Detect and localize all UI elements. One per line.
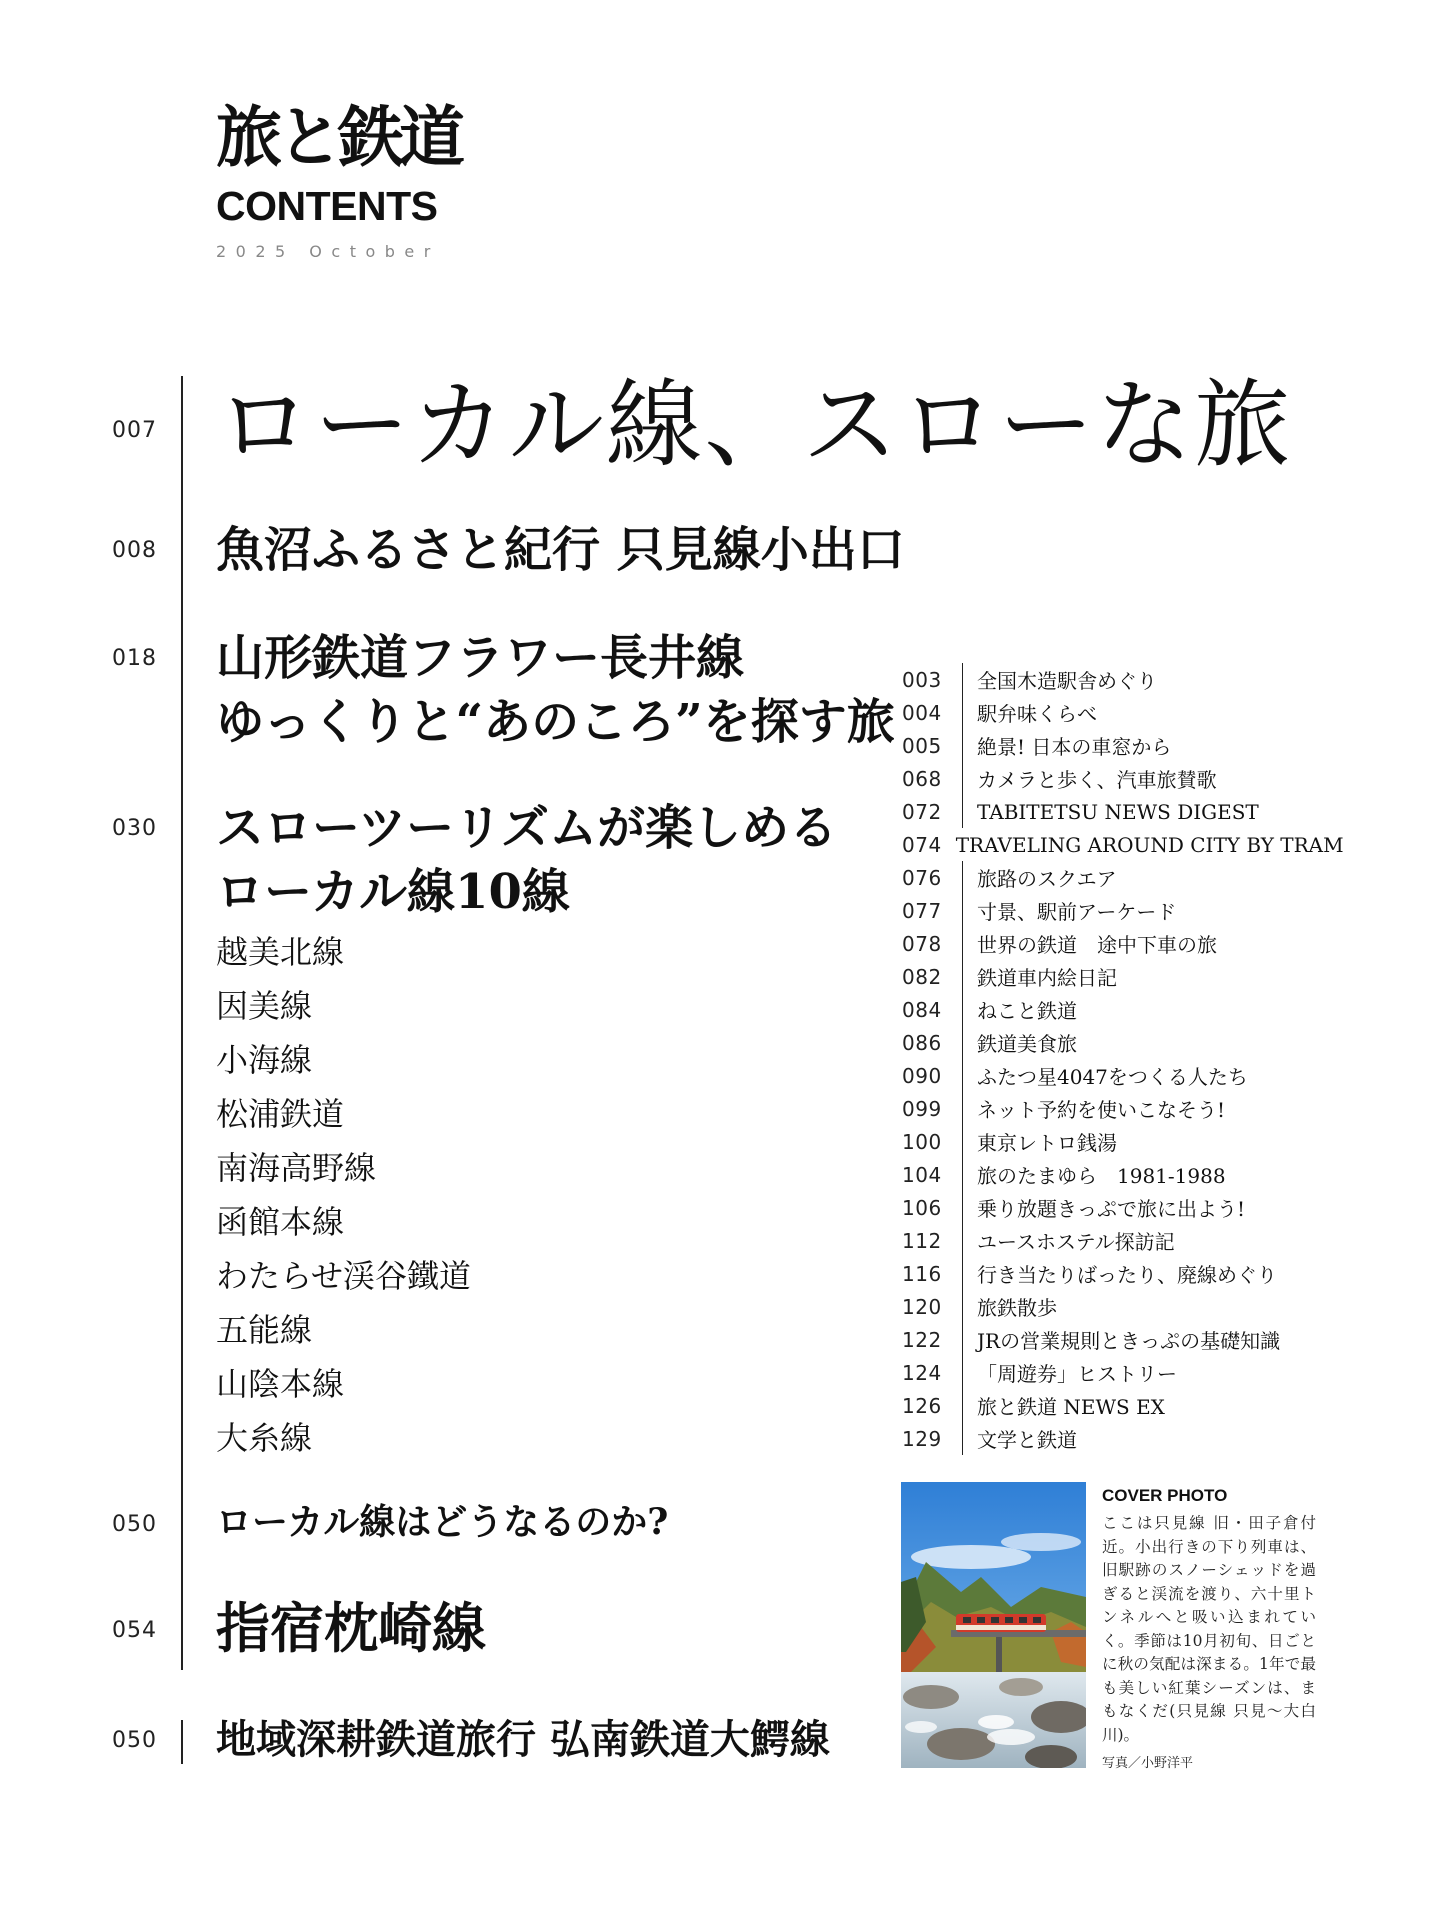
column-title: 寸景、駅前アーケード	[977, 900, 1177, 924]
list-item[interactable]: 大糸線	[216, 1419, 313, 1457]
index-separator	[962, 993, 963, 1026]
page-number: 007	[112, 418, 157, 443]
page-number: 030	[112, 816, 157, 841]
index-row[interactable]	[902, 1158, 1322, 1191]
feature-title-line: ゆっくりと“あのころ”を探す旅	[216, 694, 895, 750]
column-title: ユースホステル探訪記	[977, 1230, 1175, 1254]
index-row[interactable]	[902, 762, 1322, 795]
page-number: 100	[902, 1129, 942, 1154]
list-item[interactable]: 松浦鉄道	[216, 1095, 345, 1133]
page-number: 126	[902, 1393, 942, 1418]
list-item[interactable]: 小海線	[216, 1041, 313, 1079]
index-row[interactable]	[902, 1422, 1322, 1455]
cover-photo-caption: ここは只見線 旧・田子倉付近。小出行きの下り列車は、旧駅跡のスノーシェッドを過ぎると渓流を渡り、六十里トンネルへと吸い込まれていく。季節は10月初旬、日ごとに秋の気配は深まる。1年で最も美しい紅葉シーズンは、まもなくだ(只見線 只見～大白川)。	[1102, 1514, 1316, 1744]
index-row[interactable]	[902, 828, 1344, 861]
page-number: 129	[902, 1426, 942, 1451]
column-title: 鉄道車内絵日記	[977, 966, 1117, 990]
index-separator	[962, 795, 963, 828]
cover-photo	[901, 1482, 1086, 1768]
index-separator	[962, 1059, 963, 1092]
index-row[interactable]	[902, 1389, 1322, 1422]
index-separator	[962, 1026, 963, 1059]
page-number: 122	[902, 1327, 942, 1352]
photo-credit: 写真／小野洋平	[1102, 1756, 1194, 1771]
column-title: カメラと歩く、汽車旅賛歌	[977, 768, 1217, 792]
index-row[interactable]	[902, 1026, 1322, 1059]
feature-divider-line	[181, 376, 183, 1670]
logo-title: 旅と鉄道	[216, 99, 460, 176]
feature-title-main: ローカル線、スローな旅	[216, 369, 1293, 481]
feature-title: 指宿枕崎線	[216, 1596, 486, 1660]
index-row[interactable]	[902, 1356, 1322, 1389]
index-row[interactable]	[902, 696, 1322, 729]
index-row[interactable]	[902, 1191, 1322, 1224]
page-number: 099	[902, 1096, 942, 1121]
index-separator	[962, 960, 963, 993]
column-title: 絶景! 日本の車窓から	[977, 735, 1172, 759]
regular-columns-index	[902, 663, 1344, 1455]
index-separator	[962, 1158, 963, 1191]
list-item[interactable]: わたらせ渓谷鐵道	[216, 1257, 472, 1295]
index-separator	[962, 1125, 963, 1158]
index-row[interactable]	[902, 894, 1322, 927]
index-separator	[962, 894, 963, 927]
page-number: 078	[902, 931, 942, 956]
feature-title-line: 山形鉄道フラワー長井線	[216, 630, 745, 686]
page-number: 106	[902, 1195, 942, 1220]
index-separator	[962, 1422, 963, 1455]
cover-photo-label: COVER PHOTO	[1102, 1486, 1228, 1505]
index-row[interactable]	[902, 1224, 1322, 1257]
index-separator	[962, 861, 963, 894]
page-number: 074	[902, 832, 942, 857]
index-row[interactable]	[902, 663, 1322, 696]
page-number: 050	[112, 1728, 157, 1753]
column-title: 東京レトロ銭湯	[977, 1131, 1117, 1155]
index-row[interactable]	[902, 795, 1322, 828]
index-separator	[962, 729, 963, 762]
page-number: 104	[902, 1162, 942, 1187]
page-number: 090	[902, 1063, 942, 1088]
feature-title-line: スローツーリズムが楽しめる	[216, 800, 838, 856]
feature-title: 魚沼ふるさと紀行 只見線小出口	[216, 522, 905, 578]
page-number: 072	[902, 799, 942, 824]
feature-title: ローカル線はどうなるのか?	[216, 1501, 669, 1543]
column-title: 全国木造駅舎めぐり	[977, 669, 1157, 693]
list-item[interactable]: 因美線	[216, 987, 313, 1025]
column-title: 行き当たりばったり、廃線めぐり	[977, 1263, 1277, 1287]
list-item[interactable]: 五能線	[216, 1311, 313, 1349]
column-title: ねこと鉄道	[977, 999, 1077, 1023]
index-row[interactable]	[902, 729, 1322, 762]
index-separator	[962, 663, 963, 696]
issue-date: 2025 October	[216, 242, 440, 261]
list-item[interactable]: 南海高野線	[216, 1149, 377, 1187]
column-title: 旅のたまゆら 1981-1988	[977, 1164, 1226, 1188]
index-separator	[962, 1224, 963, 1257]
page-number: 008	[112, 538, 157, 563]
column-title: 駅弁味くらべ	[977, 702, 1097, 726]
index-separator	[962, 1290, 963, 1323]
index-separator	[962, 762, 963, 795]
page-number: 082	[902, 964, 942, 989]
logo-subtitle: CONTENTS	[216, 183, 438, 229]
page-number: 068	[902, 766, 942, 791]
column-title: 文学と鉄道	[977, 1428, 1077, 1452]
column-title: 旅と鉄道 NEWS EX	[977, 1395, 1165, 1419]
column-title: 「周遊券」ヒストリー	[977, 1362, 1177, 1386]
page-number: 112	[902, 1228, 942, 1253]
column-title: ネット予約を使いこなそう!	[977, 1098, 1226, 1122]
page-number: 076	[902, 865, 942, 890]
index-separator	[962, 927, 963, 960]
index-row[interactable]	[902, 861, 1322, 894]
page-number: 077	[902, 898, 942, 923]
list-item[interactable]: 越美北線	[216, 933, 345, 971]
page-number: 050	[112, 1512, 157, 1537]
index-separator	[962, 1389, 963, 1422]
column-title: 鉄道美食旅	[977, 1032, 1077, 1056]
index-row[interactable]	[902, 1290, 1322, 1323]
index-row[interactable]	[902, 1257, 1322, 1290]
featured-lines-list	[216, 925, 471, 1465]
page-number: 124	[902, 1360, 942, 1385]
page-number: 120	[902, 1294, 942, 1319]
page-number: 116	[902, 1261, 942, 1286]
page-number: 004	[902, 700, 942, 725]
feature-divider-line-short	[181, 1720, 183, 1764]
index-row[interactable]	[902, 1125, 1322, 1158]
page-number: 084	[902, 997, 942, 1022]
list-item[interactable]: 山陰本線	[216, 1365, 345, 1403]
index-row[interactable]	[902, 993, 1322, 1026]
page-number: 003	[902, 667, 942, 692]
index-separator	[962, 696, 963, 729]
column-title: 旅鉄散歩	[977, 1296, 1057, 1320]
page-number: 086	[902, 1030, 942, 1055]
index-row[interactable]	[902, 1059, 1322, 1092]
page-number: 005	[902, 733, 942, 758]
column-title: TABITETSU NEWS DIGEST	[977, 799, 1259, 824]
index-row[interactable]	[902, 1323, 1322, 1356]
list-item[interactable]: 函館本線	[216, 1203, 345, 1241]
index-row[interactable]	[902, 960, 1322, 993]
index-separator	[962, 1191, 963, 1224]
column-title: 旅路のスクエア	[977, 867, 1117, 891]
page-number: 054	[112, 1618, 157, 1643]
page-number: 018	[112, 646, 157, 671]
column-title: JRの営業規則ときっぷの基礎知識	[977, 1329, 1281, 1353]
index-separator	[962, 1356, 963, 1389]
feature-title: 地域深耕鉄道旅行 弘南鉄道大鰐線	[216, 1716, 830, 1763]
column-title: TRAVELING AROUND CITY BY TRAM	[955, 832, 1344, 857]
feature-title-line: ローカル線10線	[216, 864, 570, 920]
index-separator	[962, 1092, 963, 1125]
index-row[interactable]	[902, 927, 1322, 960]
column-title: 世界の鉄道 途中下車の旅	[977, 933, 1217, 957]
index-row[interactable]	[902, 1092, 1322, 1125]
column-title: 乗り放題きっぷで旅に出よう!	[977, 1197, 1246, 1221]
column-title: ふたつ星4047をつくる人たち	[977, 1065, 1248, 1089]
index-separator	[962, 1323, 963, 1356]
index-separator	[962, 1257, 963, 1290]
